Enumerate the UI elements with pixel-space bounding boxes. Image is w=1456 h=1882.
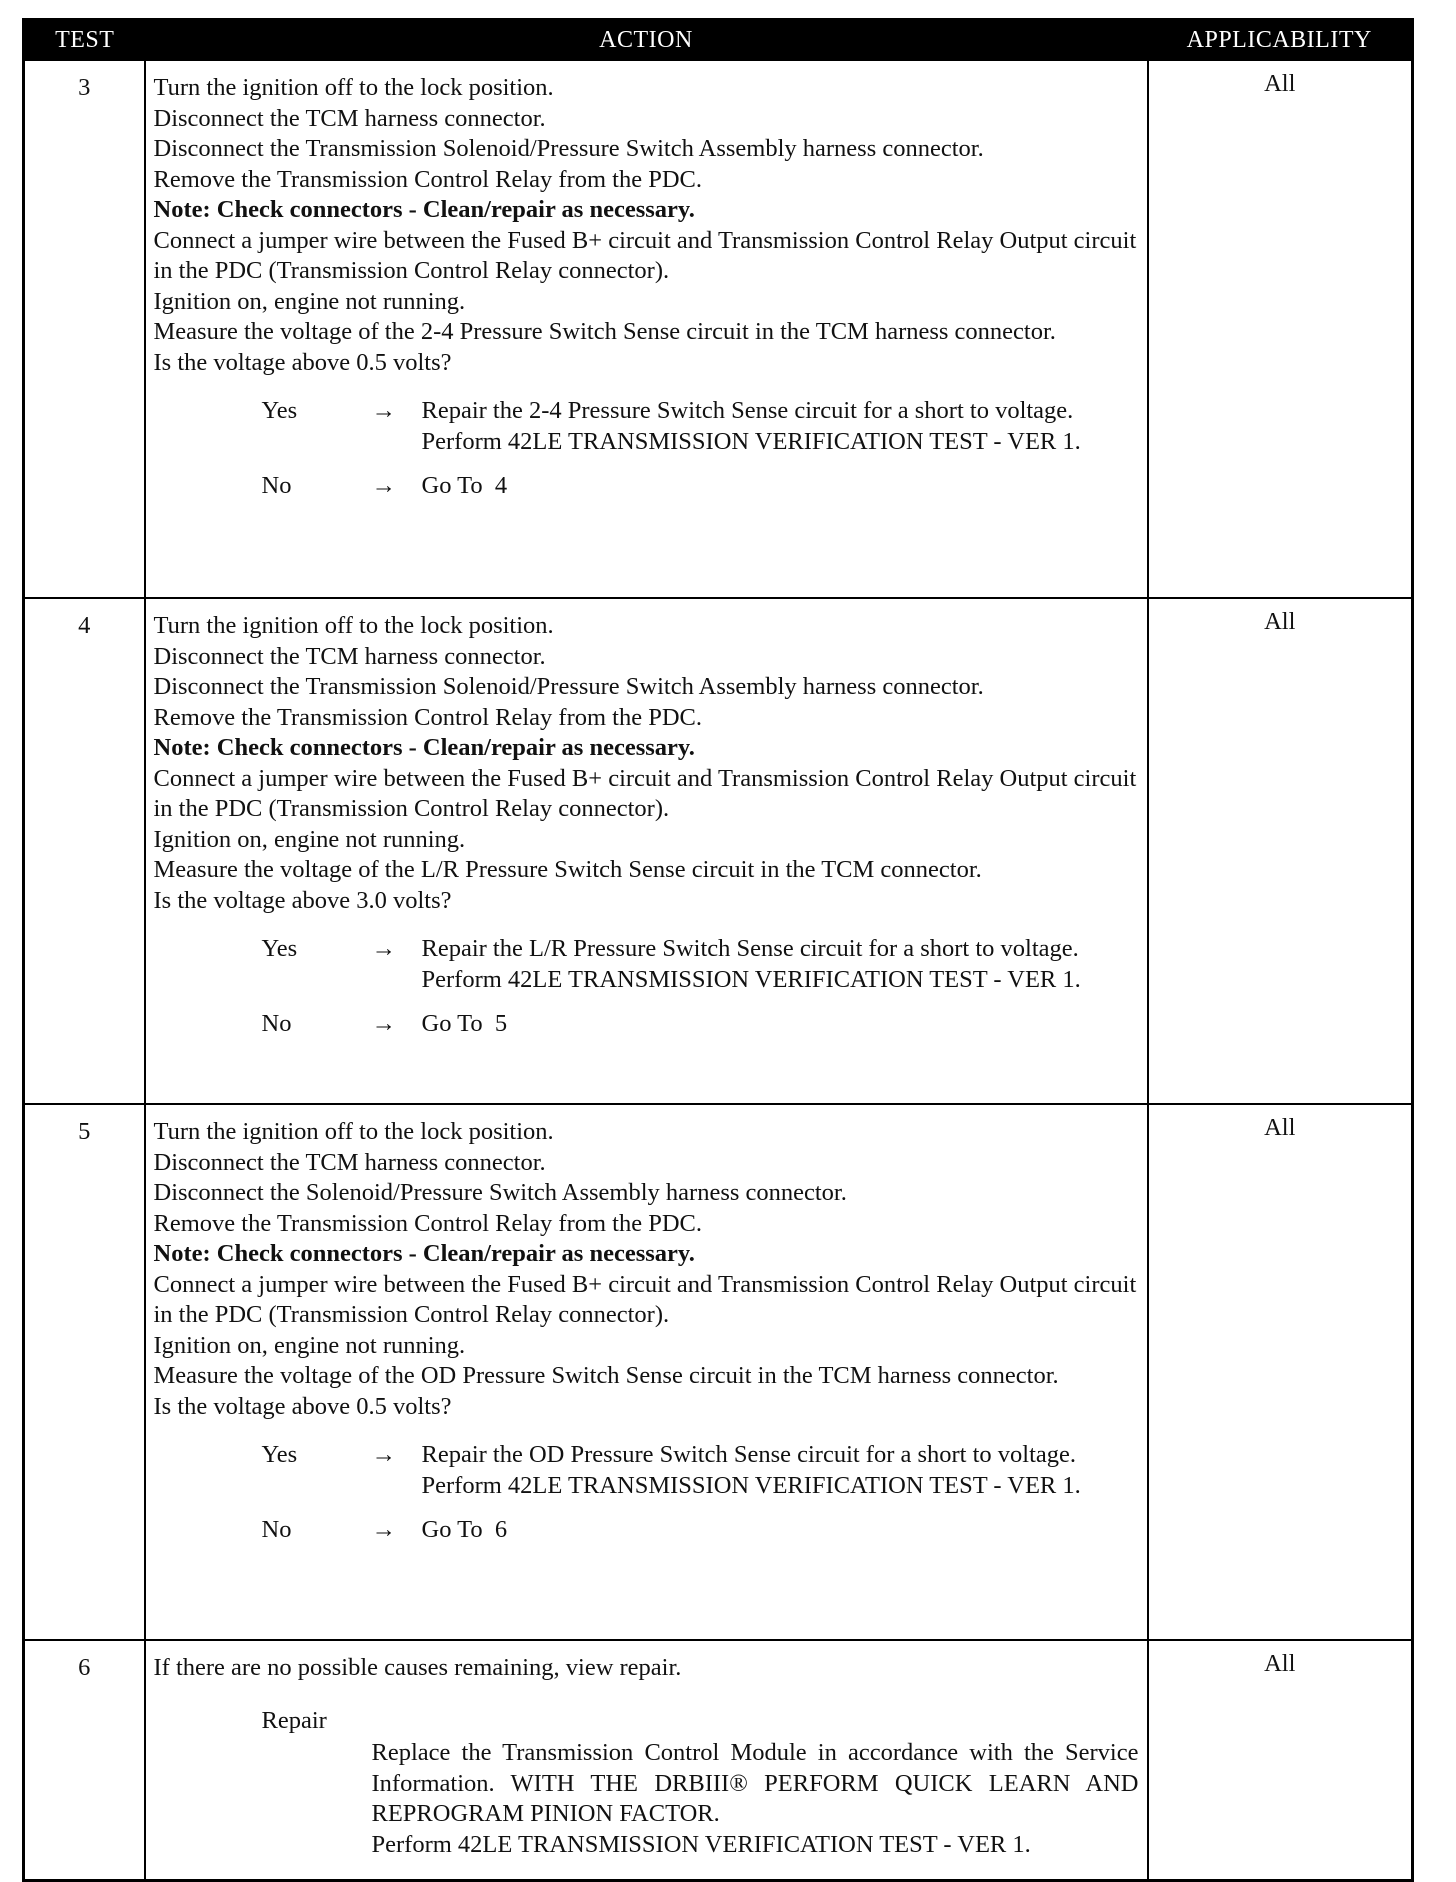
diagnostic-test-table [22, 18, 1414, 1882]
step-text: If there are no possible causes remaining, view repair. [153, 1654, 682, 1681]
test-number: 6 [24, 1640, 145, 1881]
yes-outcome [154, 396, 1139, 457]
step-text: Disconnect the TCM harness connector. [153, 642, 546, 670]
step-text: Measure the voltage of the 2-4 Pressure Switch Sense circuit in the TCM harness connector. [153, 318, 1056, 345]
yes-repair-text: Repair the OD Pressure Switch Sense circuit for a short to voltage. [421, 1441, 1077, 1468]
repair-label: Repair [261, 1706, 327, 1734]
right-arrow-icon: → [371, 1010, 396, 1037]
step-text: Turn the ignition off to the lock position. [153, 1118, 554, 1145]
yes-outcome [154, 934, 1139, 995]
step-text: Remove the Transmission Control Relay from the PDC. [153, 165, 703, 193]
step-text: Turn the ignition off to the lock position. [153, 612, 554, 639]
step-text: Disconnect the Transmission Solenoid/Pressure Switch Assembly harness connector. [153, 673, 984, 700]
applicability-value: All [1148, 1104, 1413, 1640]
no-outcome [154, 471, 1139, 502]
header-test: TEST [24, 20, 145, 61]
question-text: Is the voltage above 0.5 volts? [153, 348, 452, 376]
step-text: Measure the voltage of the L/R Pressure Switch Sense circuit in the TCM connector. [153, 856, 982, 883]
applicability-value: All [1148, 60, 1413, 598]
step-text: Ignition on, engine not running. [153, 287, 466, 315]
yes-perform-text: Perform 42LE TRANSMISSION VERIFICATION TEST - VER 1. [421, 427, 1081, 455]
no-label: No [261, 1516, 292, 1543]
no-label: No [261, 472, 292, 499]
table-row [24, 1640, 1413, 1881]
step-text: Connect a jumper wire between the Fused B+ circuit and Transmission Control Relay Output circuit in the PDC (Transmission Control Relay connector). [153, 764, 1137, 822]
step-text: Connect a jumper wire between the Fused B+ circuit and Transmission Control Relay Output circuit in the PDC (Transmission Control Relay connector). [153, 1270, 1137, 1328]
step-text: Disconnect the TCM harness connector. [153, 1148, 546, 1176]
test-number: 4 [24, 598, 145, 1104]
no-label: No [261, 1010, 292, 1037]
no-outcome [154, 1009, 1139, 1040]
yes-label: Yes [261, 1441, 298, 1468]
step-text: Remove the Transmission Control Relay from the PDC. [153, 703, 703, 731]
right-arrow-icon: → [371, 472, 396, 499]
question-text: Is the voltage above 3.0 volts? [153, 886, 452, 914]
step-text: Disconnect the Solenoid/Pressure Switch Assembly harness connector. [153, 1179, 847, 1206]
action-cell [145, 598, 1148, 1104]
yes-perform-text: Perform 42LE TRANSMISSION VERIFICATION TEST - VER 1. [421, 965, 1081, 993]
header-applicability: APPLICABILITY [1148, 20, 1413, 61]
yes-repair-text: Repair the L/R Pressure Switch Sense circuit for a short to voltage. [421, 935, 1079, 962]
yes-outcome [154, 1440, 1139, 1501]
no-goto-text: Go To 5 [421, 1010, 508, 1037]
repair-body [154, 1738, 1139, 1860]
right-arrow-icon: → [371, 1516, 396, 1543]
step-text: Measure the voltage of the OD Pressure Switch Sense circuit in the TCM harness connector. [153, 1362, 1059, 1389]
applicability-value: All [1148, 598, 1413, 1104]
right-arrow-icon: → [371, 935, 396, 962]
test-number: 5 [24, 1104, 145, 1640]
step-text: Disconnect the Transmission Solenoid/Pressure Switch Assembly harness connector. [153, 135, 984, 162]
step-text: Disconnect the TCM harness connector. [153, 104, 546, 132]
table-row [24, 60, 1413, 598]
action-cell [145, 1104, 1148, 1640]
repair-perform-text: Perform 42LE TRANSMISSION VERIFICATION TEST - VER 1. [371, 1830, 1031, 1858]
header-action: ACTION [145, 20, 1148, 61]
no-goto-text: Go To 6 [421, 1516, 508, 1543]
no-goto-text: Go To 4 [421, 472, 508, 499]
table-row [24, 1104, 1413, 1640]
step-text: Ignition on, engine not running. [153, 825, 466, 853]
step-text: Turn the ignition off to the lock position. [153, 74, 554, 101]
action-cell [145, 60, 1148, 598]
yes-repair-text: Repair the 2-4 Pressure Switch Sense circuit for a short to voltage. [421, 397, 1074, 424]
step-text: Ignition on, engine not running. [153, 1331, 466, 1359]
action-cell [145, 1640, 1148, 1881]
note-text: Note: Check connectors - Clean/repair as necessary. [153, 734, 695, 761]
no-outcome [154, 1515, 1139, 1546]
applicability-value: All [1148, 1640, 1413, 1881]
step-text: Remove the Transmission Control Relay from the PDC. [153, 1209, 703, 1237]
yes-perform-text: Perform 42LE TRANSMISSION VERIFICATION TEST - VER 1. [421, 1471, 1081, 1499]
step-text: Connect a jumper wire between the Fused B+ circuit and Transmission Control Relay Output circuit in the PDC (Transmission Control Relay connector). [153, 226, 1137, 284]
table-header-row [24, 20, 1413, 61]
yes-label: Yes [261, 935, 298, 962]
question-text: Is the voltage above 0.5 volts? [153, 1392, 452, 1420]
yes-label: Yes [261, 397, 298, 424]
note-text: Note: Check connectors - Clean/repair as necessary. [153, 1240, 695, 1267]
right-arrow-icon: → [371, 397, 396, 424]
right-arrow-icon: → [371, 1441, 396, 1468]
note-text: Note: Check connectors - Clean/repair as necessary. [153, 196, 695, 223]
test-number: 3 [24, 60, 145, 598]
table-row [24, 598, 1413, 1104]
repair-text: Replace the Transmission Control Module in accordance with the Service Information. WITH THE DRBIII® PERFORM QUICK LEARN AND REPROGRAM PINION FACTOR. [371, 1739, 1139, 1827]
